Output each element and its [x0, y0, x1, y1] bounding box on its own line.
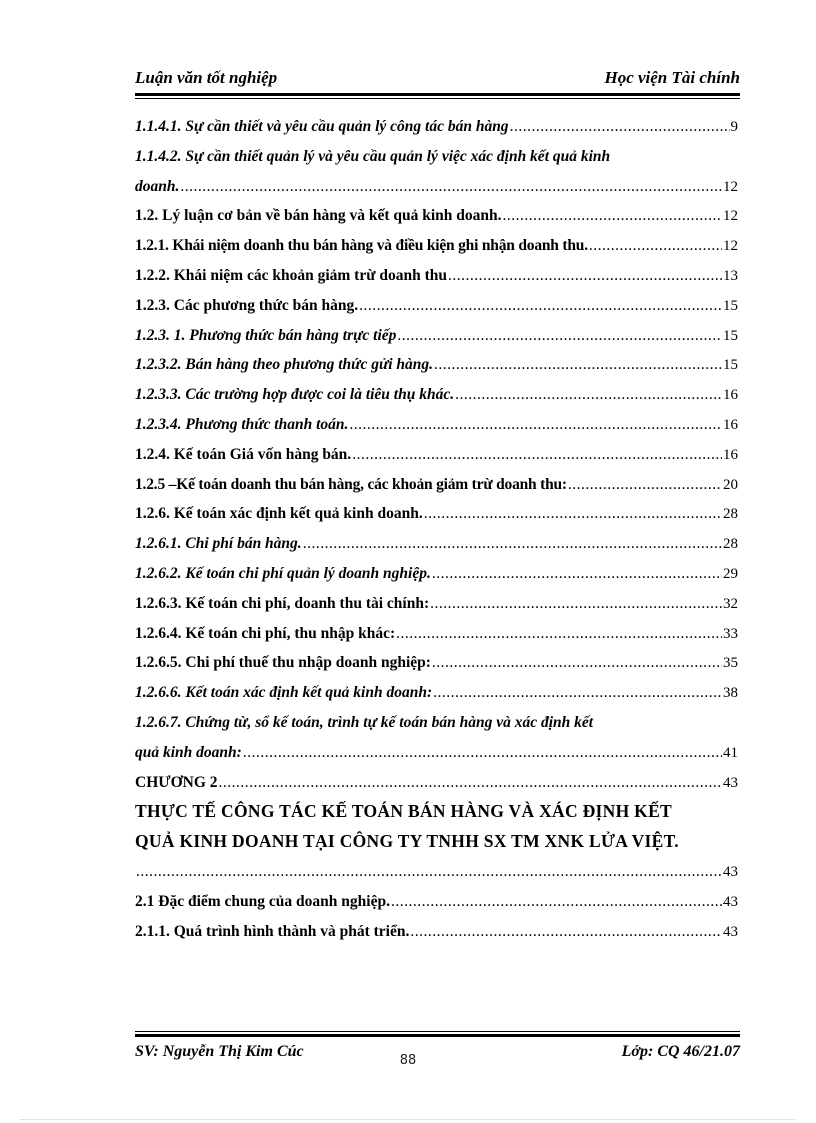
toc-entry — [135, 350, 738, 380]
toc-leader-dots — [430, 589, 722, 619]
toc-entry-title: CHƯƠNG 2 — [135, 773, 218, 791]
footer-student-name: SV: Nguyễn Thị Kim Cúc — [135, 1043, 304, 1060]
toc-entry-page: 12 — [723, 238, 738, 255]
header-thesis-label: Luận văn tốt nghiệp — [135, 68, 278, 87]
toc-entry-page: 20 — [723, 476, 738, 493]
toc-leader-dots — [448, 261, 722, 291]
toc-entry — [135, 231, 738, 261]
toc-entry — [135, 470, 738, 500]
toc-entry-page: 32 — [723, 595, 738, 612]
toc-leader-dots — [352, 440, 722, 470]
toc-entry-title: 1.1.4.2. Sự cần thiết quản lý và yêu cầu quản lý việc xác định kết quả kinh — [135, 147, 611, 165]
toc-entry-page: 15 — [723, 297, 738, 314]
toc-entry-title: 1.2.2. Khái niệm các khoản giảm trừ doanh thu — [135, 266, 448, 284]
toc-leader-dots — [136, 857, 722, 887]
footer-rule-thick — [135, 1034, 740, 1037]
toc-entry — [135, 768, 738, 798]
header-rule-thin — [135, 98, 740, 99]
toc-leader-dots — [510, 112, 730, 142]
toc-entry — [135, 172, 738, 202]
toc-leader-dots — [219, 768, 722, 798]
header-rule-thick — [135, 93, 740, 96]
toc-entry-title: 1.2.6.5. Chi phí thuế thu nhập doanh nghiệp: — [135, 654, 431, 672]
toc-entry-title: 2.1.1. Quá trình hình thành và phát triển. — [135, 922, 410, 940]
toc-entry-page: 12 — [723, 178, 738, 195]
table-of-contents — [135, 112, 738, 946]
toc-entry-page: 29 — [723, 565, 738, 582]
toc-entry — [135, 619, 738, 649]
toc-leader-dots — [568, 470, 722, 500]
toc-entry-page: 16 — [723, 446, 738, 463]
toc-entry — [135, 499, 738, 529]
toc-leader-dots — [410, 917, 722, 947]
toc-entry-title: 1.2.6.3. Kế toán chi phí, doanh thu tài chính: — [135, 594, 430, 612]
toc-entry — [135, 291, 738, 321]
toc-entry-page: 13 — [723, 267, 738, 284]
toc-entry-title: 1.2.5 –Kế toán doanh thu bán hàng, các khoản giảm trừ doanh thu: — [135, 475, 567, 493]
toc-entry — [135, 440, 738, 470]
toc-entry — [135, 708, 738, 738]
toc-entry-title: THỰC TẾ CÔNG TÁC KẾ TOÁN BÁN HÀNG VÀ XÁC ĐỊNH KẾT — [135, 801, 673, 822]
page-header — [135, 68, 740, 88]
toc-entry — [135, 857, 738, 887]
toc-leader-dots — [432, 648, 722, 678]
toc-entry — [135, 201, 738, 231]
toc-entry — [135, 410, 738, 440]
toc-entry-title: QUẢ KINH DOANH TẠI CÔNG TY TNHH SX TM XNK LỬA VIỆT. — [135, 831, 679, 852]
page-number: 88 — [399, 1053, 417, 1068]
toc-entry — [135, 559, 738, 589]
toc-entry-page: 43 — [723, 923, 738, 940]
header-institution-label: Học viện Tài chính — [604, 68, 740, 87]
toc-entry-page: 41 — [723, 744, 738, 761]
toc-entry — [135, 738, 738, 768]
toc-leader-dots — [359, 291, 722, 321]
toc-entry-title: 1.2.4. Kế toán Giá vốn hàng bán. — [135, 445, 352, 463]
toc-entry-title: 1.2.6.2. Kế toán chi phí quản lý doanh nghiệp. — [135, 564, 431, 582]
footer-class-code: Lớp: CQ 46/21.07 — [621, 1043, 740, 1060]
toc-entry-title: doanh. — [135, 177, 180, 195]
toc-entry-title: 1.1.4.1. Sự cần thiết và yêu cầu quản lý công tác bán hàng — [135, 118, 509, 135]
toc-entry — [135, 142, 738, 172]
toc-leader-dots — [432, 559, 722, 589]
toc-leader-dots — [589, 231, 722, 261]
toc-entry-title: quả kinh doanh: — [135, 743, 242, 761]
toc-entry-title: 2.1 Đặc điểm chung của doanh nghiệp. — [135, 892, 390, 910]
toc-entry-page: 9 — [730, 119, 738, 135]
toc-entry — [135, 827, 738, 857]
toc-entry-page: 15 — [723, 327, 738, 344]
toc-entry-page: 43 — [723, 893, 738, 910]
toc-entry-page: 12 — [723, 208, 738, 225]
toc-entry-page: 35 — [723, 655, 738, 672]
toc-entry — [135, 678, 738, 708]
toc-entry-title: 1.2.3.4. Phương thức thanh toán. — [135, 415, 349, 433]
toc-entry-title: 1.2.6.7. Chứng từ, sổ kế toán, trình tự kế toán bán hàng và xác định kết — [135, 713, 594, 731]
toc-entry — [135, 648, 738, 678]
toc-entry-title: 1.2.3.3. Các trường hợp được coi là tiêu thụ khác. — [135, 386, 455, 404]
toc-entry-title: 1.2.6.1. Chi phí bán hàng. — [135, 535, 302, 553]
toc-entry-title: 1.2.6.4. Kế toán chi phí, thu nhập khác: — [135, 624, 396, 642]
toc-entry-title: 1.2.1. Khái niệm doanh thu bán hàng và điều kiện ghi nhận doanh thu. — [135, 237, 588, 255]
toc-entry-page: 28 — [723, 506, 738, 523]
toc-entry-page: 16 — [723, 416, 738, 433]
footer-rule-thin — [135, 1031, 740, 1032]
toc-entry-title: 1.2.6.6. Kết toán xác định kết quả kinh doanh: — [135, 684, 433, 702]
toc-leader-dots — [243, 738, 722, 768]
toc-entry-page: 38 — [723, 685, 738, 702]
toc-leader-dots — [396, 619, 722, 649]
toc-leader-dots — [434, 350, 722, 380]
toc-entry — [135, 261, 738, 291]
toc-entry — [135, 321, 738, 351]
toc-entry-page: 16 — [723, 387, 738, 404]
toc-entry-title: 1.2.3. Các phương thức bán hàng. — [135, 296, 359, 314]
toc-entry-page: 43 — [723, 863, 738, 880]
toc-leader-dots — [455, 380, 722, 410]
toc-leader-dots — [503, 201, 722, 231]
toc-entry-title: 1.2.6. Kế toán xác định kết quả kinh doanh. — [135, 505, 423, 523]
toc-entry — [135, 917, 738, 947]
toc-leader-dots — [391, 887, 722, 917]
toc-leader-dots — [433, 678, 722, 708]
toc-entry-page: 33 — [723, 625, 738, 642]
toc-entry — [135, 797, 738, 827]
toc-leader-dots — [180, 172, 722, 202]
toc-entry — [135, 112, 738, 142]
toc-entry-title: 1.2. Lý luận cơ bản về bán hàng và kết quả kinh doanh. — [135, 207, 502, 225]
toc-entry — [135, 380, 738, 410]
toc-entry-page: 15 — [723, 357, 738, 374]
toc-entry — [135, 529, 738, 559]
toc-entry-title: 1.2.3. 1. Phương thức bán hàng trực tiếp — [135, 326, 397, 344]
toc-leader-dots — [303, 529, 722, 559]
page-edge — [20, 1119, 796, 1120]
toc-entry — [135, 589, 738, 619]
toc-entry-page: 28 — [723, 536, 738, 553]
toc-leader-dots — [397, 321, 722, 351]
toc-entry — [135, 887, 738, 917]
toc-leader-dots — [349, 410, 722, 440]
toc-entry-title: 1.2.3.2. Bán hàng theo phương thức gửi hàng. — [135, 356, 434, 374]
toc-entry-page: 43 — [723, 774, 738, 791]
toc-leader-dots — [424, 499, 722, 529]
